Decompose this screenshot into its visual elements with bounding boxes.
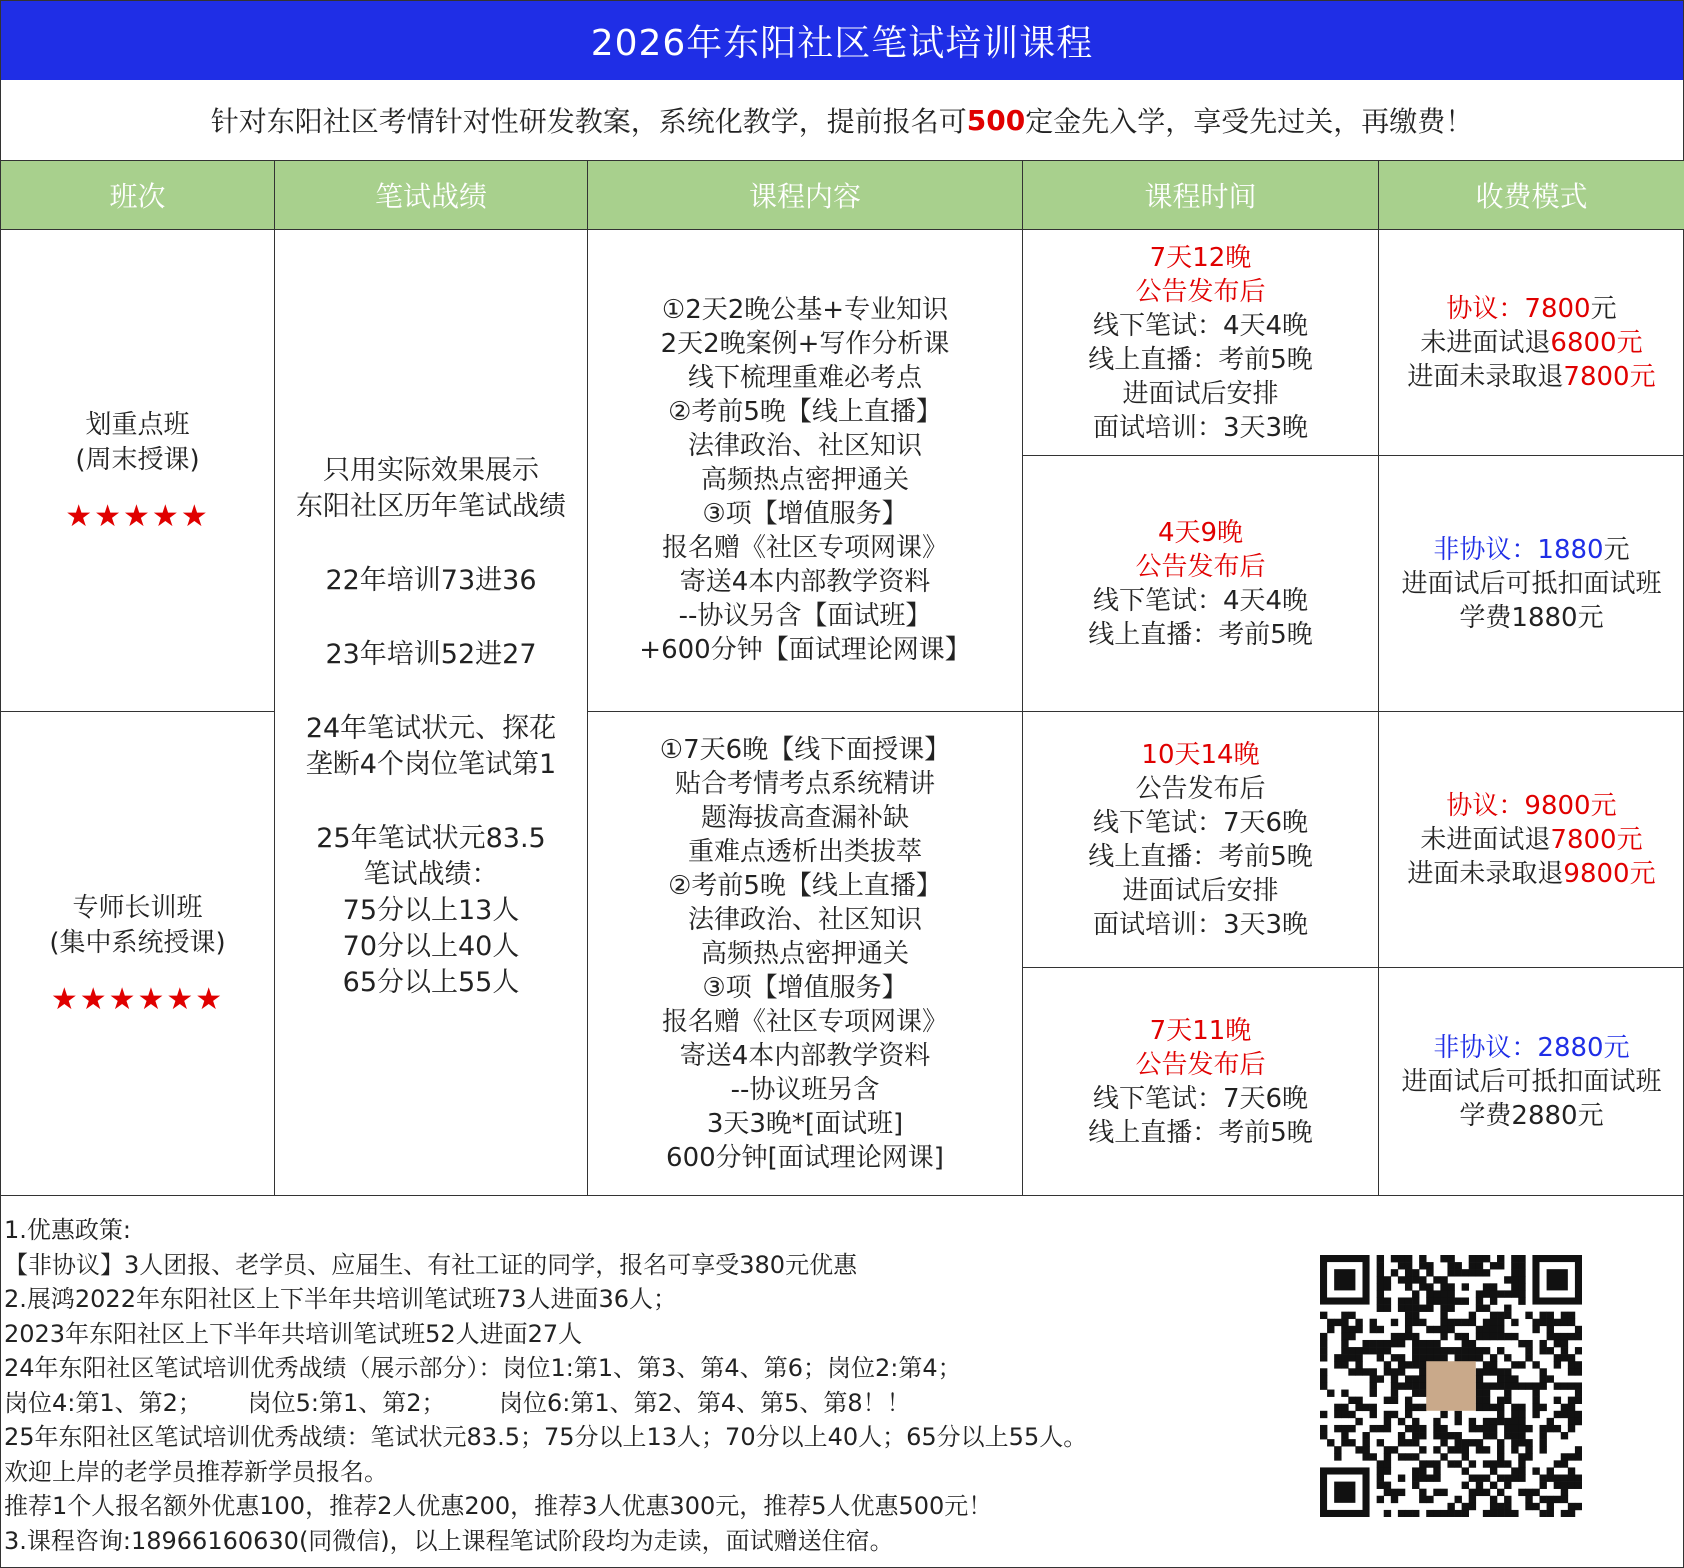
content-line: --协议另含【面试班】 — [678, 600, 932, 631]
note-line: 推荐1个人报名额外优惠100，推荐2人优惠200，推荐3人优惠300元，推荐5人优惠500元！ — [4, 1492, 993, 1520]
class-cell-1 — [1, 230, 275, 712]
schedule-highlight: 7天12晚 — [1149, 242, 1252, 273]
page-title: 2026年东阳社区笔试培训课程 — [1, 1, 1683, 80]
schedule-line: 进面试后安排 — [1122, 875, 1279, 906]
intro-text — [1, 80, 1683, 161]
header-fee: 收费模式 — [1379, 161, 1684, 230]
results-2025-line: 75分以上13人 — [342, 894, 520, 926]
schedule-line: 线上直播：考前5晚 — [1088, 1117, 1313, 1148]
schedule-highlight: 公告发布后 — [1135, 1049, 1266, 1080]
fee-price: 2880元 — [1537, 1032, 1630, 1063]
fee-label: 非协议： — [1433, 534, 1538, 565]
fee-price: 1880 — [1537, 534, 1604, 565]
content-line: 题海拔高查漏补缺 — [700, 802, 909, 833]
schedule-line: 线上直播：考前5晚 — [1088, 619, 1313, 650]
intro-before: 针对东阳社区考情针对性研发教案，系统化教学，提前报名可 — [210, 105, 967, 138]
content-line: 法律政治、社区知识 — [687, 904, 922, 935]
schedule-highlight: 4天9晚 — [1157, 517, 1244, 548]
results-2023: 23年培训52进27 — [325, 638, 537, 670]
content-line: ③项【增值服务】 — [702, 498, 908, 529]
fee-note-line: 进面试后可抵扣面试班 — [1401, 1066, 1662, 1097]
schedule-line: 面试培训：3天3晚 — [1092, 412, 1309, 443]
fee-label: 协议： — [1446, 293, 1525, 324]
fee-price-line — [1446, 292, 1616, 326]
content-line: ①7天6晚【线下面授课】 — [659, 734, 951, 765]
fee-price: 7800 — [1524, 293, 1591, 324]
fee-price: 9800元 — [1524, 790, 1617, 821]
fee-note-line: 学费2880元 — [1459, 1100, 1604, 1131]
content-line: 寄送4本内部教学资料 — [679, 566, 931, 597]
fee-refund-amount: 7800元 — [1563, 361, 1656, 392]
fee-refund-label: 进面未录取退 — [1407, 858, 1564, 889]
content-line: 报名赠《社区专项网课》 — [661, 1006, 948, 1037]
intro-highlight: 500 — [966, 103, 1026, 137]
content-line: +600分钟【面试理论网课】 — [639, 634, 971, 665]
content-line: 法律政治、社区知识 — [687, 430, 922, 461]
content-line: 2天2晚案例+写作分析课 — [660, 328, 950, 359]
content-line: 报名赠《社区专项网课》 — [661, 532, 948, 563]
fee-unit: 元 — [1603, 534, 1630, 565]
schedule-cell-3 — [1023, 712, 1379, 968]
content-line: 寄送4本内部教学资料 — [679, 1040, 931, 1071]
schedule-line: 线下笔试：7天6晚 — [1092, 1083, 1309, 1114]
results-2025-line: 25年笔试状元83.5 — [316, 822, 546, 854]
content-line: --协议班另含 — [730, 1074, 880, 1105]
fee-cell-3 — [1379, 712, 1684, 968]
fee-refund-label: 未进面试退 — [1420, 824, 1551, 855]
fee-cell-4 — [1379, 968, 1684, 1196]
schedule-line: 进面试后安排 — [1122, 378, 1279, 409]
schedule-line: 公告发布后 — [1135, 773, 1266, 804]
fee-cell-2 — [1379, 456, 1684, 712]
schedule-highlight: 公告发布后 — [1135, 551, 1266, 582]
class-cell-2 — [1, 712, 275, 1196]
schedule-line: 面试培训：3天3晚 — [1092, 909, 1309, 940]
class-mode: (集中系统授课) — [49, 927, 226, 958]
results-intro-line: 只用实际效果展示 — [323, 454, 539, 486]
note-line: 1.优惠政策: — [4, 1216, 131, 1244]
schedule-line: 线上直播：考前5晚 — [1088, 344, 1313, 375]
header-results: 笔试战绩 — [275, 161, 588, 230]
note-line: 2.展鸿2022年东阳社区上下半年共培训笔试班73人进面36人； — [4, 1285, 678, 1313]
schedule-line: 线下笔试：4天4晚 — [1092, 310, 1309, 341]
star-rating: ★★★★★★ — [50, 981, 225, 1017]
header-content: 课程内容 — [588, 161, 1023, 230]
class-name: 划重点班 — [85, 409, 190, 440]
schedule-line: 线下笔试：7天6晚 — [1092, 807, 1309, 838]
fee-label: 非协议： — [1433, 1032, 1538, 1063]
results-cell — [275, 230, 588, 1196]
fee-note-line: 进面试后可抵扣面试班 — [1401, 568, 1662, 599]
fee-price-line — [1433, 533, 1629, 567]
fee-refund-label: 未进面试退 — [1420, 327, 1551, 358]
note-line: 3.课程咨询:18966160630(同微信)，以上课程笔试阶段均为走读，面试赠送住宿。 — [4, 1526, 894, 1555]
content-line: 高频热点密押通关 — [700, 938, 909, 969]
schedule-highlight: 公告发布后 — [1135, 276, 1266, 307]
content-cell-1 — [588, 230, 1023, 712]
fee-note-line: 学费1880元 — [1459, 602, 1604, 633]
fee-price-line — [1433, 1031, 1629, 1065]
fee-refund-line — [1407, 360, 1655, 394]
content-line: ③项【增值服务】 — [702, 972, 908, 1003]
results-intro-line: 东阳社区历年笔试战绩 — [296, 490, 566, 522]
fee-price-line — [1446, 789, 1616, 823]
schedule-cell-1 — [1023, 230, 1379, 456]
results-2022: 22年培训73进36 — [325, 564, 537, 596]
schedule-highlight: 10天14晚 — [1141, 739, 1260, 770]
class-name: 专师长训班 — [72, 892, 203, 923]
schedule-cell-4 — [1023, 968, 1379, 1196]
content-line: 3天3晚*[面试班] — [706, 1108, 904, 1139]
results-2025-line: 70分以上40人 — [342, 930, 520, 962]
fee-refund-amount: 7800元 — [1550, 824, 1643, 855]
content-line: 高频热点密押通关 — [700, 464, 909, 495]
fee-refund-amount: 9800元 — [1563, 858, 1656, 889]
header-schedule: 课程时间 — [1023, 161, 1379, 230]
schedule-line: 线上直播：考前5晚 — [1088, 841, 1313, 872]
fee-refund-amount: 6800元 — [1550, 327, 1643, 358]
content-line: ②考前5晚【线上直播】 — [668, 870, 942, 901]
fee-unit: 元 — [1590, 293, 1617, 324]
star-rating: ★★★★★ — [65, 498, 210, 534]
fee-refund-line — [1420, 326, 1642, 360]
note-line: 2023年东阳社区上下半年共培训笔试班52人进面27人 — [4, 1319, 583, 1348]
content-line: ①2天2晚公基+专业知识 — [661, 294, 949, 325]
note-line: 24年东阳社区笔试培训优秀战绩（展示部分）：岗位1:第1、第3、第4、第6；岗位2:第4； — [4, 1354, 962, 1382]
header-class: 班次 — [1, 161, 275, 230]
content-line: 贴合考情考点系统精讲 — [674, 768, 935, 799]
results-2025-line: 65分以上55人 — [342, 966, 520, 998]
content-line: 线下梳理重难必考点 — [687, 362, 922, 393]
note-line: 岗位4:第1、第2； 岗位5:第1、第2； 岗位6:第1、第2、第4、第5、第8！！ — [4, 1388, 911, 1417]
content-line: 600分钟[面试理论网课] — [666, 1142, 944, 1173]
content-line: 重难点透析出类拔萃 — [687, 836, 922, 867]
fee-refund-label: 进面未录取退 — [1407, 361, 1564, 392]
note-line: 欢迎上岸的老学员推荐新学员报名。 — [4, 1457, 388, 1486]
notes-section — [4, 1213, 1294, 1558]
fee-refund-line — [1407, 857, 1655, 891]
fee-label: 协议： — [1446, 790, 1525, 821]
content-line: ②考前5晚【线上直播】 — [668, 396, 942, 427]
intro-after: 定金先入学，享受先过关，再缴费！ — [1025, 105, 1474, 138]
schedule-highlight: 7天11晚 — [1149, 1015, 1252, 1046]
note-line: 25年东阳社区笔试培训优秀战绩：笔试状元83.5；75分以上13人；70分以上40人；65分以上55人。 — [4, 1423, 1088, 1451]
class-mode: (周末授课) — [75, 444, 200, 475]
results-2025-line: 笔试战绩： — [363, 858, 499, 890]
results-2024-line: 垄断4个岗位笔试第1 — [305, 748, 557, 780]
qr-code-icon — [1320, 1255, 1582, 1517]
fee-refund-line — [1420, 823, 1642, 857]
fee-cell-1 — [1379, 230, 1684, 456]
schedule-line: 线下笔试：4天4晚 — [1092, 585, 1309, 616]
schedule-cell-2 — [1023, 456, 1379, 712]
note-line: 【非协议】3人团报、老学员、应届生、有社工证的同学，报名可享受380元优惠 — [4, 1250, 858, 1279]
content-cell-2 — [588, 712, 1023, 1196]
results-2024-line: 24年笔试状元、探花 — [305, 712, 557, 744]
